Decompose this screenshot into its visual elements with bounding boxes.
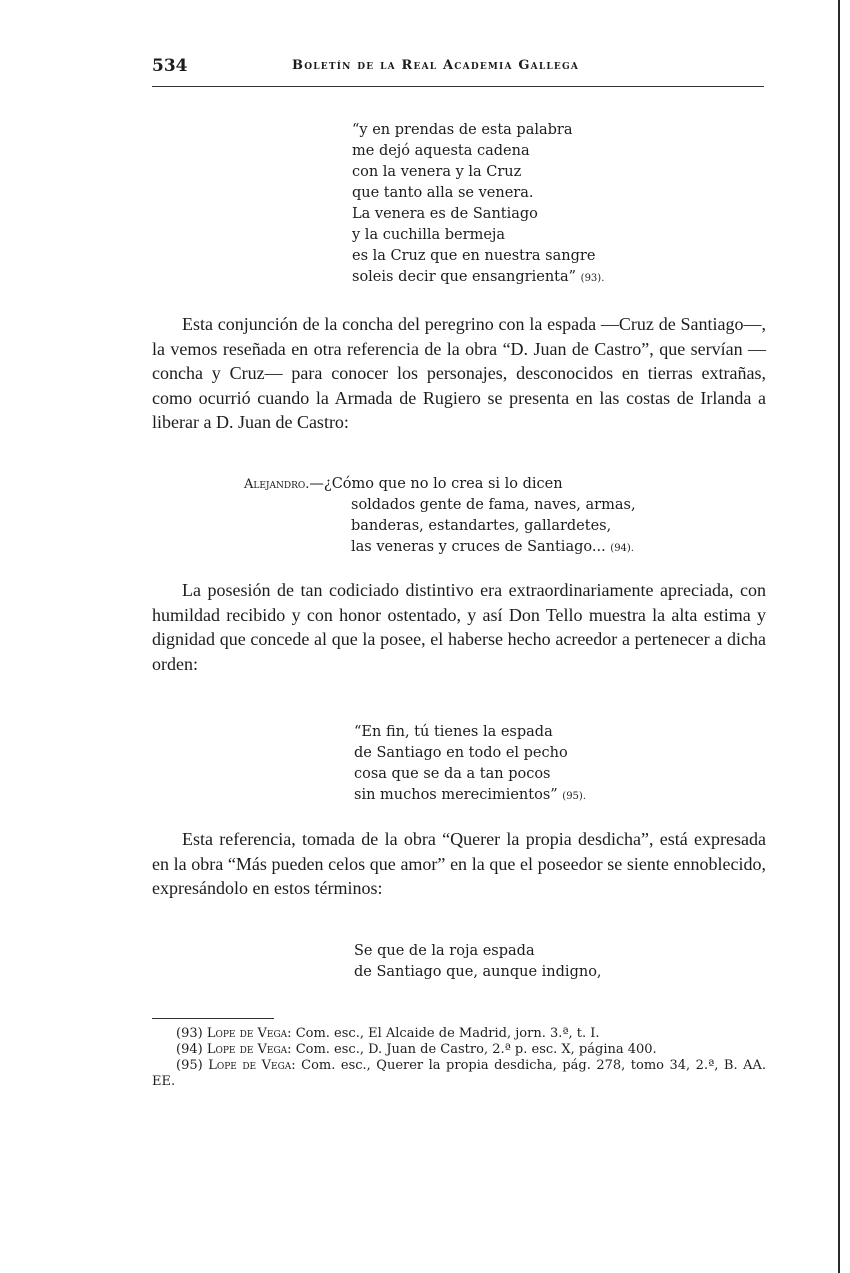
footnote-ref-94: (94). [610,543,635,554]
verse-line [352,267,604,289]
verse-line [354,785,586,807]
footnote-number: (95) [176,1058,203,1073]
verse-line: “En fin, tú tienes la espada [354,724,553,740]
verse-quote-4 [354,941,602,983]
page-number: 534 [152,56,188,76]
header-rule [152,86,764,87]
footnote-number: (94) [176,1042,203,1057]
verse-line-text: las veneras y cruces de Santiago... [351,539,606,555]
footnote-94 [152,1042,766,1058]
verse-line: que tanto alla se venera. [352,185,534,201]
paragraph-text: La posesión de tan codiciado distintivo era extraordinariamente apreciada, con humildad recibido y con honor ostentado, y así Don Tello muestra la alta estima y dignidad que concede al que la posee, el haberse hecho acreedor a pertenecer a dicha orden: [152,580,766,674]
footnote-author: Lope de Vega: [208,1058,296,1073]
paragraph-2 [152,578,766,676]
verse-line: soldados gente de fama, naves, armas, [351,497,636,513]
speaker-name: Alejandro. [244,477,310,492]
verse-line: de Santiago en todo el pecho [354,745,568,761]
page-edge-line [838,0,840,1273]
paragraph-text: Esta referencia, tomada de la obra “Querer la propia desdicha”, está expresada en la obra “Más pueden celos que amor” en la que el poseedor se siente ennoblecido, expresándolo en estos términos: [152,829,766,899]
page-header [152,56,764,80]
running-title: Boletín de la Real Academia Gallega [292,58,580,73]
footnote-text: Com. esc., El Alcaide de Madrid, jorn. 3.ª, t. I. [295,1026,600,1041]
verse-line: y la cuchilla bermeja [352,227,506,243]
verse-line [244,537,636,559]
footnote-rule [152,1018,274,1019]
verse-quote-1 [352,120,604,289]
footnote-ref-95: (95). [562,791,587,802]
footnote-author: Lope de Vega: [206,1042,292,1057]
footnote-ref-93: (93). [580,273,605,284]
verse-line-text: soleis decir que ensangrienta” [352,269,577,285]
verse-line: “y en prendas de esta palabra [352,122,573,138]
verse-line [244,474,636,495]
footnote-author: Lope de Vega: [206,1026,292,1041]
footnotes [152,1026,766,1090]
verse-line: es la Cruz que en nuestra sangre [352,248,596,264]
footnote-93 [152,1026,766,1042]
footnote-text: Com. esc., Querer la propia desdicha, pág. 278, tomo 34, 2.ª, B. AA. EE. [152,1058,766,1089]
verse-line: La venera es de Santiago [352,206,538,222]
verse-line-text: —¿Cómo que no lo crea si lo dicen [309,476,563,492]
verse-line: banderas, estandartes, gallardetes, [351,518,612,534]
verse-line: con la venera y la Cruz [352,164,522,180]
footnote-number: (93) [176,1026,203,1041]
verse-line-text: sin muchos merecimientos” [354,787,558,803]
paragraph-1 [152,312,766,435]
footnote-95 [152,1058,766,1090]
verse-line: Se que de la roja espada [354,943,535,959]
paragraph-3 [152,827,766,901]
paragraph-text: Esta conjunción de la concha del peregrino con la espada —Cruz de Santiago—, la vemos reseñada en otra referencia de la obra “D. Juan de Castro”, que servían —concha y Cruz— para conocer los personajes, desconocidos en tierras extrañas, como ocurrió cuando la Armada de Rugiero se presenta en las costas de Irlanda a liberar a D. Juan de Castro: [152,314,766,433]
verse-line: de Santiago que, aunque indigno, [354,964,602,980]
verse-quote-2 [244,474,636,559]
verse-line: me dejó aquesta cadena [352,143,530,159]
verse-quote-3 [354,722,586,807]
verse-line: cosa que se da a tan pocos [354,766,551,782]
footnote-text: Com. esc., D. Juan de Castro, 2.ª p. esc. X, página 400. [295,1042,657,1057]
